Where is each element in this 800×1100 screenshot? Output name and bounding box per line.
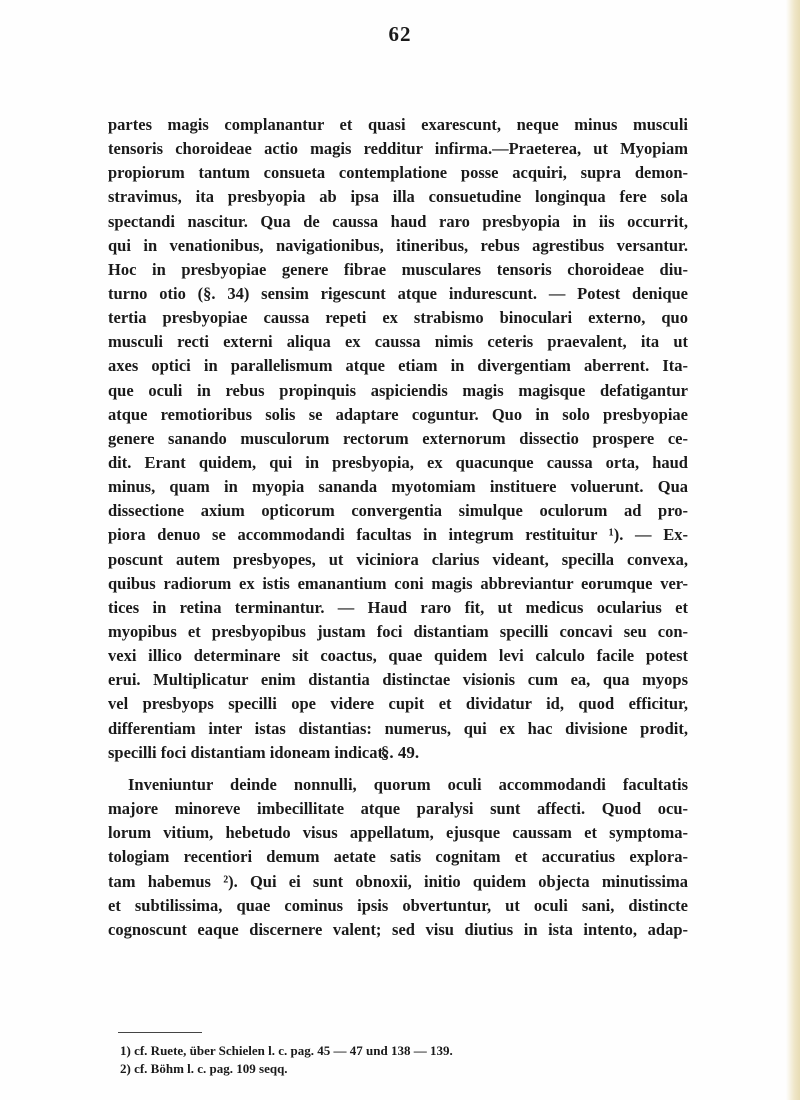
- footnotes: [120, 1042, 680, 1078]
- text-line: minus, quam in myopia sananda myotomiam instituere voluerunt. Qua: [108, 477, 688, 497]
- text-line: que oculi in rebus propinquis aspiciendis magis magisque defatigantur: [108, 380, 688, 400]
- text-line: lorum vitium, hebetudo visus appellatum, ejusque caussam et symptoma-: [108, 823, 688, 843]
- text-line: cognoscunt eaque discernere valent; sed visu diutius in ista intento, adap-: [108, 919, 688, 939]
- text-line: axes optici in parallelismum atque etiam in divergentiam aberrent. Ita-: [108, 356, 688, 376]
- text-line: Inveniuntur deinde nonnulli, quorum oculi accommodandi facultatis: [128, 775, 688, 794]
- paragraph-1: [108, 113, 688, 765]
- footnote: 2) cf. Böhm l. c. pag. 109 seqq.: [120, 1061, 288, 1076]
- text-line: dissectione axium opticorum convergentia simulque oculorum ad pro-: [108, 501, 688, 521]
- text-line: vel presbyops specilli ope videre cupit et dividatur id, quod efficitur,: [108, 694, 688, 714]
- text-line: et subtilissima, quae cominus ipsis obvertuntur, ut oculi sani, distincte: [108, 895, 688, 915]
- text-line: myopibus et presbyopibus justam foci distantiam specilli concavi seu con-: [108, 621, 688, 641]
- text-line: tices in retina terminantur. — Haud raro fit, ut medicus ocularius et: [108, 597, 688, 617]
- text-line: vexi illico determinare sit coactus, quae quidem levi calculo facile potest: [108, 646, 688, 666]
- text-line: musculi recti externi aliqua ex caussa nimis ceteris praevalent, ita ut: [108, 332, 688, 352]
- page-edge-shading: [786, 0, 800, 1100]
- text-line: stravimus, ita presbyopia ab ipsa illa consuetudine longinqua fere sola: [108, 187, 688, 207]
- text-line: Hoc in presbyopiae genere fibrae musculares tensoris choroideae diu-: [108, 259, 688, 279]
- text-line: qui in venationibus, navigationibus, itineribus, rebus agrestibus versantur.: [108, 235, 688, 255]
- text-line: tensoris choroideae actio magis redditur infirma.—Praeterea, ut Myopiam: [108, 139, 688, 159]
- section-heading: §. 49.: [380, 743, 420, 762]
- text-line: tologiam recentiori demum aetate satis cognitam et accuratius explora-: [108, 847, 688, 867]
- text-line: specilli foci distantiam idoneam indicat.: [108, 742, 388, 762]
- text-line: propiorum tantum consueta contemplatione posse acquiri, supra demon-: [108, 163, 688, 183]
- text-line: dit. Erant quidem, qui in presbyopia, ex quacunque caussa orta, haud: [108, 452, 688, 472]
- text-line: tam habemus ²). Qui ei sunt obnoxii, initio quidem objecta minutissima: [108, 871, 688, 891]
- text-line: poscunt autem presbyopes, ut viciniora clarius videant, specilla convexa,: [108, 549, 688, 569]
- text-line: quibus radiorum ex istis emanantium coni magis abbreviantur eorumque ver-: [108, 573, 688, 593]
- text-line: erui. Multiplicatur enim distantia distinctae visionis cum ea, qua myops: [108, 670, 688, 690]
- text-line: turno otio (§. 34) sensim rigescunt atque indurescunt. — Potest denique: [108, 283, 688, 303]
- text-line: spectandi nascitur. Qua de caussa haud raro presbyopia in iis occurrit,: [108, 211, 688, 231]
- text-line: tertia presbyopiae caussa repeti ex strabismo binoculari externo, quo: [108, 308, 688, 328]
- footnote-divider: [118, 1032, 202, 1033]
- text-line: atque remotioribus solis se adaptare coguntur. Quo in solo presbyopiae: [108, 404, 688, 424]
- page-number: 62: [388, 22, 412, 46]
- text-line: genere sanando musculorum rectorum externorum dissectio prospere ce-: [108, 428, 688, 448]
- text-line: majore minoreve imbecillitate atque paralysi sunt affecti. Quod ocu-: [108, 799, 688, 819]
- text-line: partes magis complanantur et quasi exarescunt, neque minus musculi: [108, 115, 688, 134]
- footnote: 1) cf. Ruete, über Schielen l. c. pag. 45 — 47 und 138 — 139.: [120, 1043, 453, 1058]
- text-line: piora denuo se accommodandi facultas in integrum restituitur ¹). — Ex-: [108, 525, 688, 545]
- text-line: differentiam inter istas distantias: numerus, qui ex hac divisione prodit,: [108, 718, 688, 738]
- paragraph-2: [108, 773, 688, 942]
